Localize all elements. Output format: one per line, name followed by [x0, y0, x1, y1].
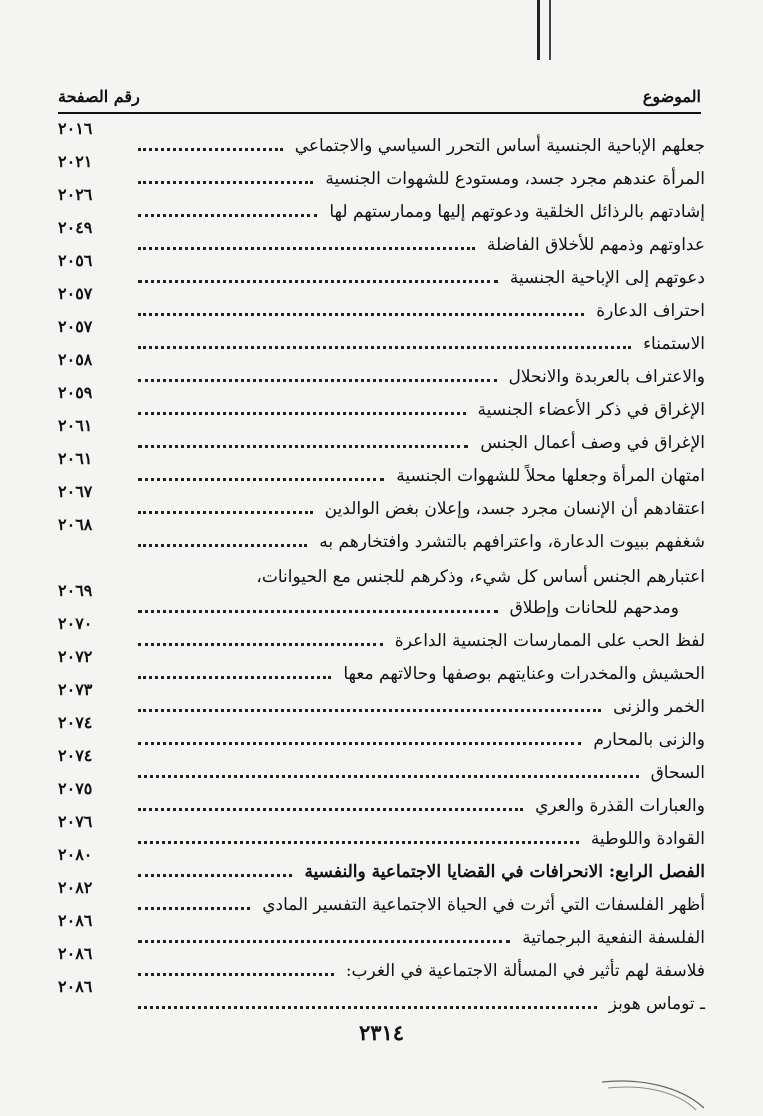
topic-column-label: الموضوع	[642, 87, 701, 106]
toc-entry	[58, 449, 705, 487]
dot-leader	[138, 511, 313, 514]
toc-entry-page: ٢٠٧٤	[58, 713, 93, 732]
dot-leader	[138, 1006, 597, 1009]
toc-entry-page: ٢٠٢١	[58, 152, 93, 171]
toc-entry	[58, 614, 705, 652]
toc-entry	[58, 317, 705, 355]
table-header	[58, 74, 701, 114]
toc-entry-title: الحشيش والمخدرات وعنايتهم بوصفها وحالاتهم معها	[343, 664, 705, 684]
toc-entry-title: اعتقادهم أن الإنسان مجرد جسد، وإعلان بغض الوالدين	[324, 499, 705, 519]
toc-entry	[58, 119, 705, 157]
toc-entry-page: ٢٠٥٧	[58, 317, 93, 336]
toc-entry-title: ـ توماس هوبز	[608, 994, 705, 1014]
toc-entry	[58, 152, 705, 190]
toc-entry-title: اعتبارهم الجنس أساس كل شيء، وذكرهم للجنس مع الحيوانات،	[256, 567, 705, 587]
dot-leader	[138, 280, 498, 283]
dot-leader	[138, 313, 584, 316]
toc-entry-title: المرأة عندهم مجرد جسد، ومستودع للشهوات الجنسية	[325, 169, 705, 189]
dot-leader	[138, 346, 631, 349]
toc-entry-page: ٢٠٤٩	[58, 218, 93, 237]
dot-leader	[138, 544, 307, 547]
dot-leader	[138, 247, 475, 250]
toc-entry	[58, 185, 705, 223]
dot-leader	[138, 148, 283, 151]
toc-entry-title: والزنى بالمحارم	[593, 730, 705, 750]
toc-entry-page: ٢٠٧٦	[58, 812, 93, 831]
dot-leader	[138, 214, 317, 217]
toc-entry-page: ٢٠٥٦	[58, 251, 93, 270]
toc-entry-page: ٢٠٧٥	[58, 779, 93, 798]
dot-leader	[138, 808, 523, 811]
toc-entry	[58, 350, 705, 388]
dot-leader	[138, 478, 384, 481]
binding-mark	[537, 0, 551, 60]
dot-leader	[138, 445, 468, 448]
toc-entry-page: ٢٠٧٢	[58, 647, 93, 666]
toc-entry-title: لفظ الحب على الممارسات الجنسية الداعرة	[394, 631, 705, 651]
toc-entry-title: الإغراق في ذكر الأعضاء الجنسية	[477, 400, 705, 420]
toc-entry-page: ٢٠٧٣	[58, 680, 93, 699]
dot-leader	[138, 676, 331, 679]
toc-entry-title: شغفهم ببيوت الدعارة، واعترافهم بالتشرد وافتخارهم به	[319, 532, 705, 552]
toc-entry-title: أظهر الفلسفات التي أثرت في الحياة الاجتماعية التفسير المادي	[262, 895, 705, 915]
dot-leader	[138, 181, 313, 184]
toc-entry	[58, 944, 705, 982]
toc-entry	[58, 383, 705, 421]
dot-leader	[138, 907, 250, 910]
toc-entry-page: ٢٠٦٧	[58, 482, 93, 501]
page-number: ٢٣١٤	[358, 1020, 405, 1045]
toc-entry-title: احتراف الدعارة	[596, 301, 705, 321]
toc-entry-page: ٢٠٥٧	[58, 284, 93, 303]
dot-leader	[138, 412, 466, 415]
toc-entry-page: ٢٠٨٠	[58, 845, 93, 864]
toc-entry-page: ٢٠٧٤	[58, 746, 93, 765]
dot-leader	[138, 742, 581, 745]
toc-entry-page: ٢٠٦٨	[58, 515, 93, 534]
toc-entry	[58, 680, 705, 718]
toc-entry	[58, 482, 705, 520]
toc-entry-title: امتهان المرأة وجعلها محلاً للشهوات الجنسية	[396, 466, 705, 486]
pen-stroke-mark	[600, 1072, 710, 1112]
toc-entry-title: الفلسفة النفعية البرجماتية	[522, 928, 705, 948]
toc-entry	[58, 555, 705, 588]
toc-entry	[58, 647, 705, 685]
toc-entry	[58, 284, 705, 322]
dot-leader	[138, 610, 498, 613]
toc-entry-title: ومدحهم للحانات وإطلاق	[509, 598, 679, 618]
toc-entry-title: الفصل الرابع: الانحرافات في القضايا الاجتماعية والنفسية	[304, 862, 705, 882]
toc-entry-page: ٢٠١٦	[58, 119, 93, 138]
toc-entry-page: ٢٠٨٦	[58, 977, 93, 996]
dot-leader	[138, 709, 601, 712]
toc-entry-page: ٢٠٨٦	[58, 944, 93, 963]
toc-entry-title: الخمر والزنى	[613, 697, 705, 717]
toc-entry-title: الاستمناء	[643, 334, 705, 354]
toc-entry	[58, 977, 705, 1015]
toc-entry-page: ٢٠٧٠	[58, 614, 93, 633]
toc-entry-title: إشادتهم بالرذائل الخلقية ودعوتهم إليها وممارستهم لها	[329, 202, 705, 222]
toc-entry	[58, 911, 705, 949]
page-column-label: رقم الصفحة	[58, 87, 140, 106]
toc-entry-page: ٢٠٨٦	[58, 911, 93, 930]
dot-leader	[138, 379, 497, 382]
toc-entry	[58, 218, 705, 256]
dot-leader	[138, 940, 510, 943]
toc-entry-title: عداوتهم وذمهم للأخلاق الفاضلة	[486, 235, 705, 255]
toc-entry-page: ٢٠٨٢	[58, 878, 93, 897]
toc-entry-page: ٢٠٥٩	[58, 383, 93, 402]
dot-leader	[138, 841, 579, 844]
toc-entry	[58, 845, 705, 883]
toc-entry	[58, 812, 705, 850]
toc-entry-title: القوادة واللوطية	[590, 829, 705, 849]
toc-entry-title: والعبارات القذرة والعري	[535, 796, 705, 816]
toc-entry-page: ٢٠٦١	[58, 449, 93, 468]
toc-entry-page: ٢٠٢٦	[58, 185, 93, 204]
toc-entry	[58, 581, 705, 619]
toc-entry	[58, 878, 705, 916]
dot-leader	[138, 643, 383, 646]
toc-entry-title: السحاق	[650, 763, 705, 783]
toc-entry	[58, 416, 705, 454]
toc-entry-page: ٢٠٦٩	[58, 581, 93, 600]
toc-entry-title: فلاسفة لهم تأثير في المسألة الاجتماعية في الغرب:	[345, 961, 705, 981]
toc-entry-page: ٢٠٥٨	[58, 350, 93, 369]
toc-entry-title: دعوتهم إلى الإباحية الجنسية	[509, 268, 705, 288]
toc-entry-title: والاعتراف بالعربدة والانحلال	[508, 367, 705, 387]
dot-leader	[138, 874, 292, 877]
toc-entry	[58, 713, 705, 751]
toc-entry-title: جعلهم الإباحية الجنسية أساس التحرر السياسي والاجتماعي	[294, 136, 705, 156]
toc-entry	[58, 746, 705, 784]
toc-entry	[58, 251, 705, 289]
toc-entry	[58, 515, 705, 553]
dot-leader	[138, 973, 334, 976]
toc-entry-title: الإغراق في وصف أعمال الجنس	[480, 433, 705, 453]
toc-entry-page: ٢٠٦١	[58, 416, 93, 435]
toc-entry	[58, 779, 705, 817]
dot-leader	[138, 775, 639, 778]
